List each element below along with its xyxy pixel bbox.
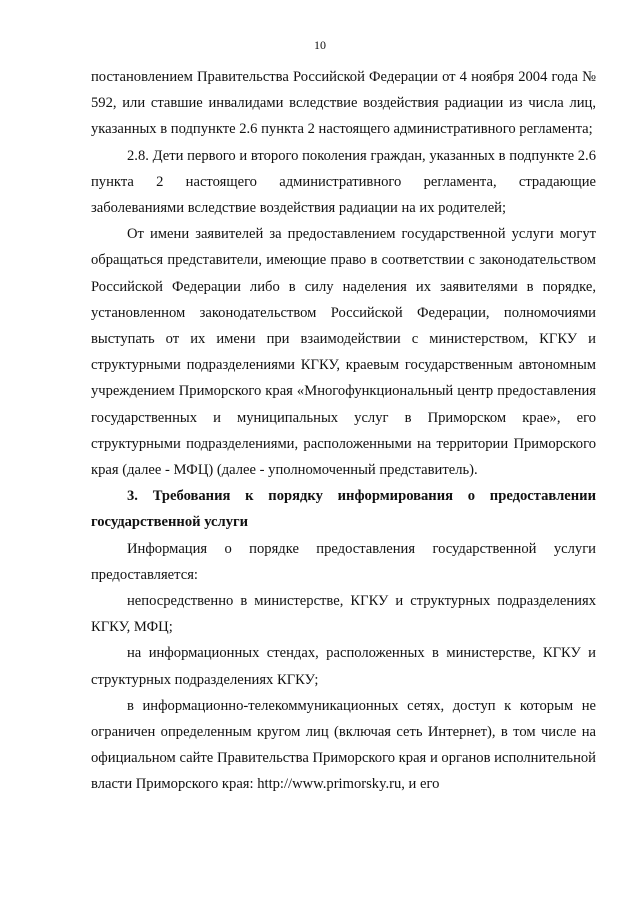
paragraph-item-2-8: 2.8. Дети первого и второго поколения граждан, указанных в подпункте 2.6 пункта 2 настоящего административного регламента, страдающие заболеваниями вследствие воздействия радиации на их родителей; (91, 147, 596, 217)
paragraph-information: Информация о порядке предоставления государственной услуги предоставляется: (91, 540, 596, 583)
paragraph-continuation: постановлением Правительства Российской Федерации от 4 ноября 2004 года № 592, или ставшие инвалидами вследствие воздействия радиации из числа лиц, указанных в подпункте 2.6 пункта 2 настоящего административного регламента; (91, 69, 596, 138)
document-body (91, 64, 596, 798)
section-heading-3: 3. Требования к порядку информирования о предоставлении государственной услуги (91, 488, 596, 531)
page-number: 10 (314, 38, 326, 52)
paragraph-networks: в информационно-телекоммуникационных сетях, доступ к которым не ограничен определенным кругом лиц (включая сеть Интернет), в том числе на официальном сайте Правительства Приморского края и органов исполнительной власти Приморского края: http://www.primorsky.ru, и его (91, 697, 596, 793)
paragraph-directly: непосредственно в министерстве, КГКУ и структурных подразделениях КГКУ, МФЦ; (91, 593, 596, 636)
paragraph-stands: на информационных стендах, расположенных в министерстве, КГКУ и структурных подразделениях КГКУ; (91, 645, 596, 688)
paragraph-representatives: От имени заявителей за предоставлением государственной услуги могут обращаться представители, имеющие право в соответствии с законодательством Российской Федерации либо в силу наделения их заявителями в порядке, установленном законодательством Российской Федерации, полномочиями выступать от их имени при взаимодействии с министерством, КГКУ и структурными подразделениями КГКУ, краевым государственным автономным учреждением Приморского края «Многофункциональный центр предоставления государственных и муниципальных услуг в Приморском крае», его структурными подразделениями, расположенными на территории Приморского края (далее - МФЦ) (далее - уполномоченный представитель). (91, 226, 596, 479)
